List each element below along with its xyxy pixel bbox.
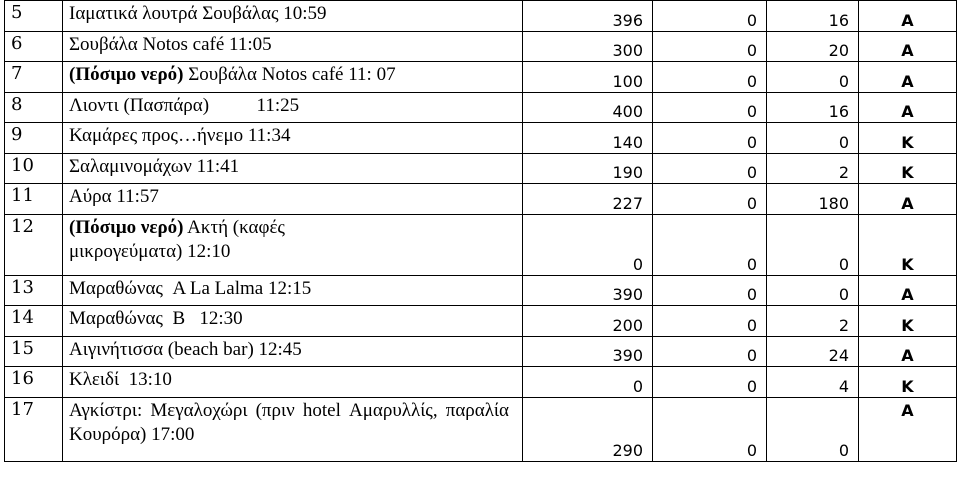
- row-number: 10: [5, 153, 63, 184]
- value-cell-2: 0: [653, 92, 767, 123]
- table-row: [5, 275, 957, 306]
- table-row: [5, 214, 957, 275]
- value-cell-2: 0: [653, 306, 767, 337]
- table-row: [5, 123, 957, 154]
- value-cell-1: 190: [523, 153, 653, 184]
- value-cell-1: 0: [523, 367, 653, 398]
- value-cell-1: 140: [523, 123, 653, 154]
- category-cell: A: [859, 275, 957, 306]
- value-cell-3: 0: [767, 397, 859, 461]
- value-cell-2: 0: [653, 184, 767, 215]
- value-cell-3: 4: [767, 367, 859, 398]
- row-number: 8: [5, 92, 63, 123]
- row-number: 17: [5, 397, 63, 461]
- location-cell: (Πόσιμο νερό) Ακτή (καφές μικρογεύματα) 12:10: [63, 214, 523, 275]
- category-cell: A: [859, 336, 957, 367]
- location-cell: Καμάρες προς…ήνεμο 11:34: [63, 123, 523, 154]
- value-cell-3: 0: [767, 62, 859, 93]
- category-cell: A: [859, 62, 957, 93]
- table-row: [5, 1, 957, 32]
- location-cell: Μαραθώνας A La Lalma 12:15: [63, 275, 523, 306]
- value-cell-3: 180: [767, 184, 859, 215]
- value-cell-2: 0: [653, 367, 767, 398]
- category-cell: K: [859, 367, 957, 398]
- value-cell-2: 0: [653, 336, 767, 367]
- value-cell-3: 0: [767, 123, 859, 154]
- value-cell-1: 100: [523, 62, 653, 93]
- category-cell: K: [859, 123, 957, 154]
- category-cell: K: [859, 214, 957, 275]
- value-cell-1: 390: [523, 336, 653, 367]
- location-cell: Μαραθώνας B 12:30: [63, 306, 523, 337]
- category-cell: A: [859, 92, 957, 123]
- drinking-water-label: (Πόσιμο νερό): [69, 216, 184, 238]
- value-cell-3: 2: [767, 306, 859, 337]
- category-cell: K: [859, 153, 957, 184]
- table-row: [5, 306, 957, 337]
- value-cell-1: 0: [523, 214, 653, 275]
- value-cell-3: 16: [767, 1, 859, 32]
- value-cell-2: 0: [653, 62, 767, 93]
- table-row: [5, 62, 957, 93]
- location-cell: Ιαματικά λουτρά Σουβάλας 10:59: [63, 1, 523, 32]
- value-cell-1: 396: [523, 1, 653, 32]
- value-cell-3: 24: [767, 336, 859, 367]
- value-cell-2: 0: [653, 397, 767, 461]
- row-number: 12: [5, 214, 63, 275]
- category-cell: A: [859, 1, 957, 32]
- value-cell-1: 300: [523, 31, 653, 62]
- value-cell-3: 16: [767, 92, 859, 123]
- value-cell-1: 390: [523, 275, 653, 306]
- table-row: [5, 153, 957, 184]
- value-cell-2: 0: [653, 153, 767, 184]
- value-cell-3: 2: [767, 153, 859, 184]
- drinking-water-label: (Πόσιμο νερό): [69, 64, 184, 85]
- row-number: 16: [5, 367, 63, 398]
- location-cell: Αύρα 11:57: [63, 184, 523, 215]
- value-cell-3: 20: [767, 31, 859, 62]
- row-number: 6: [5, 31, 63, 62]
- category-cell: A: [859, 397, 957, 461]
- table-row: [5, 31, 957, 62]
- location-cell: Σαλαμινομάχων 11:41: [63, 153, 523, 184]
- row-number: 7: [5, 62, 63, 93]
- category-cell: A: [859, 31, 957, 62]
- category-cell: K: [859, 306, 957, 337]
- row-number: 9: [5, 123, 63, 154]
- row-number: 15: [5, 336, 63, 367]
- row-number: 13: [5, 275, 63, 306]
- beach-sampling-table: [4, 0, 957, 462]
- category-cell: A: [859, 184, 957, 215]
- table-row: [5, 367, 957, 398]
- value-cell-2: 0: [653, 31, 767, 62]
- location-cell: Σουβάλα Notos café 11:05: [63, 31, 523, 62]
- value-cell-1: 200: [523, 306, 653, 337]
- location-cell: Αιγινήτισσα (beach bar) 12:45: [63, 336, 523, 367]
- value-cell-2: 0: [653, 275, 767, 306]
- value-cell-2: 0: [653, 1, 767, 32]
- row-number: 14: [5, 306, 63, 337]
- value-cell-2: 0: [653, 123, 767, 154]
- row-number: 11: [5, 184, 63, 215]
- table-row: [5, 92, 957, 123]
- location-cell: Λιοντι (Πασπάρα) 11:25: [63, 92, 523, 123]
- location-cell: (Πόσιμο νερό) Σουβάλα Notos café 11: 07: [63, 62, 523, 93]
- location-cell: Αγκίστρι: Μεγαλοχώρι (πριν hotel Αμαρυλλίς, παραλία Κουρόρα) 17:00: [63, 397, 523, 461]
- value-cell-3: 0: [767, 214, 859, 275]
- value-cell-1: 400: [523, 92, 653, 123]
- value-cell-2: 0: [653, 214, 767, 275]
- table-row: [5, 184, 957, 215]
- table-row: [5, 336, 957, 367]
- value-cell-3: 0: [767, 275, 859, 306]
- row-number: 5: [5, 1, 63, 32]
- value-cell-1: 290: [523, 397, 653, 461]
- value-cell-1: 227: [523, 184, 653, 215]
- location-cell: Κλειδί 13:10: [63, 367, 523, 398]
- table-row: [5, 397, 957, 461]
